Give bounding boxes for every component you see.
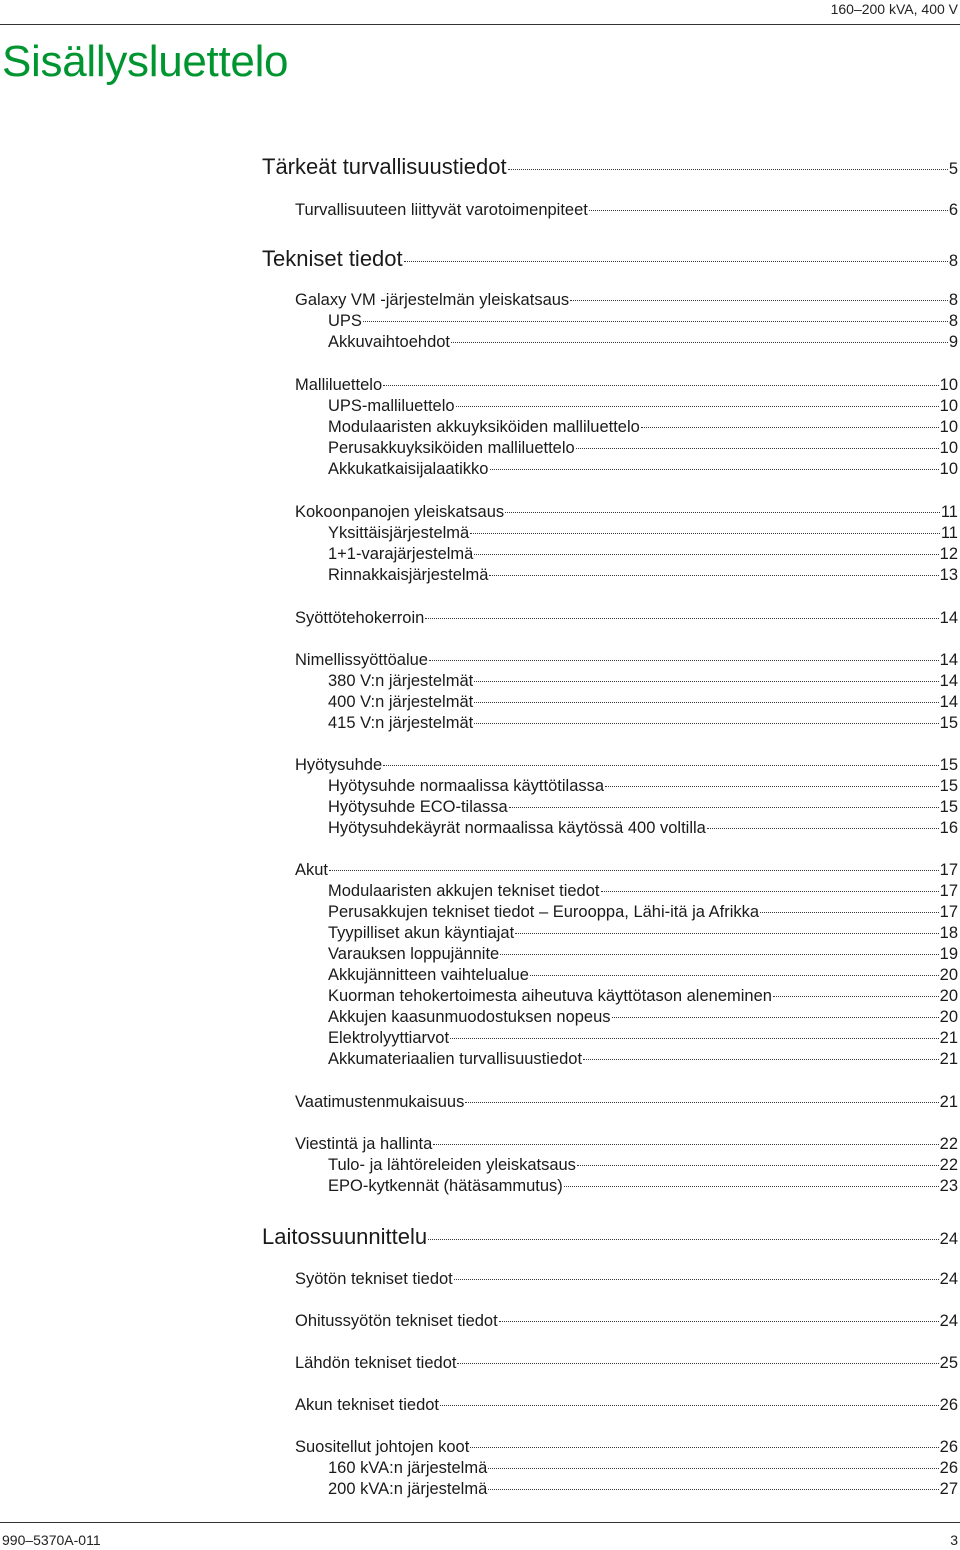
toc-entry[interactable] <box>328 713 958 733</box>
toc-entry-page: 20 <box>939 1008 958 1026</box>
toc-entry-label: Laitossuunnittelu <box>262 1224 428 1249</box>
toc-entry[interactable] <box>328 1458 958 1478</box>
toc-entry-label: 400 V:n järjestelmät <box>328 693 474 711</box>
toc-entry-page: 6 <box>948 201 958 219</box>
toc-entry[interactable] <box>328 1176 958 1196</box>
toc-entry-label: Yksittäisjärjestelmä <box>328 524 470 542</box>
toc-entry-page: 17 <box>939 882 958 900</box>
toc-entry-page: 10 <box>939 376 958 394</box>
toc-dot-leader <box>489 575 938 576</box>
toc-entry-page: 26 <box>939 1459 958 1477</box>
toc-dot-leader <box>470 1447 938 1448</box>
toc-entry[interactable] <box>328 692 958 712</box>
toc-entry-label: Akkujännitteen vaihtelualue <box>328 966 529 984</box>
toc-entry-label: Perusakkujen tekniset tiedot – Eurooppa, Lähi-itä ja Afrikka <box>328 903 760 921</box>
toc-dot-leader <box>641 427 939 428</box>
toc-entry-label: 160 kVA:n järjestelmä <box>328 1459 488 1477</box>
toc-entry-page: 15 <box>939 777 958 795</box>
toc-entry-page: 14 <box>939 609 958 627</box>
toc-dot-leader <box>488 1489 938 1490</box>
toc-entry-page: 24 <box>939 1270 958 1288</box>
toc-dot-leader <box>433 1144 938 1145</box>
toc-entry-label: Kuorman tehokertoimesta aiheutuva käyttötason aleneminen <box>328 987 772 1005</box>
toc-dot-leader <box>474 702 938 703</box>
toc-entry-page: 23 <box>939 1177 958 1195</box>
toc-entry-page: 27 <box>939 1480 958 1498</box>
toc-dot-leader <box>488 1468 938 1469</box>
toc-dot-leader <box>515 933 938 934</box>
toc-entry-page: 11 <box>940 503 958 521</box>
toc-dot-leader <box>499 1321 939 1322</box>
footer-page-number: 3 <box>950 1532 958 1548</box>
toc-entry[interactable] <box>328 1028 958 1048</box>
toc-entry-label: Varauksen loppujännite <box>328 945 500 963</box>
toc-entry-page: 22 <box>939 1135 958 1153</box>
toc-entry-label: Tärkeät turvallisuustiedot <box>262 154 507 179</box>
toc-entry-page: 20 <box>939 966 958 984</box>
toc-entry-page: 10 <box>939 397 958 415</box>
toc-entry-page: 10 <box>939 418 958 436</box>
toc-entry-label: Akkukatkaisijalaatikko <box>328 460 489 478</box>
toc-dot-leader <box>505 512 940 513</box>
toc-dot-leader <box>440 1405 939 1406</box>
toc-entry[interactable] <box>328 396 958 416</box>
toc-entry-page: 10 <box>939 439 958 457</box>
toc-entry[interactable] <box>328 523 958 543</box>
toc-dot-leader <box>576 448 939 449</box>
toc-entry[interactable] <box>328 881 958 901</box>
toc-dot-leader <box>612 1017 939 1018</box>
toc-entry-label: Tyypilliset akun käyntiajat <box>328 924 515 942</box>
toc-dot-leader <box>457 1363 938 1364</box>
toc-entry[interactable] <box>295 1437 958 1457</box>
toc-entry[interactable] <box>262 154 958 180</box>
toc-entry-label: Hyötysuhde normaalissa käyttötilassa <box>328 777 605 795</box>
toc-entry[interactable] <box>295 755 958 775</box>
toc-dot-leader <box>425 618 938 619</box>
toc-entry[interactable] <box>295 1395 958 1415</box>
toc-entry[interactable] <box>328 923 958 943</box>
toc-entry-label: Akkuvaihtoehdot <box>328 333 451 351</box>
toc-entry-label: Malliluettelo <box>295 376 383 394</box>
toc-dot-leader <box>456 406 939 407</box>
toc-entry[interactable] <box>295 502 958 522</box>
toc-entry[interactable] <box>328 438 958 458</box>
toc-dot-leader <box>601 891 939 892</box>
toc-entry-label: Akun tekniset tiedot <box>295 1396 440 1414</box>
toc-entry-page: 22 <box>939 1156 958 1174</box>
toc-entry-page: 18 <box>939 924 958 942</box>
toc-entry-page: 21 <box>939 1029 958 1047</box>
toc-entry-label: Modulaaristen akkuyksiköiden malliluettelo <box>328 418 640 436</box>
toc-entry-page: 24 <box>939 1312 958 1330</box>
toc-entry-page: 14 <box>939 672 958 690</box>
toc-entry-label: Kokoonpanojen yleiskatsaus <box>295 503 505 521</box>
toc-entry-label: 200 kVA:n järjestelmä <box>328 1480 488 1498</box>
toc-entry[interactable] <box>262 246 958 272</box>
toc-entry-label: Vaatimustenmukaisuus <box>295 1093 465 1111</box>
toc-entry[interactable] <box>295 375 958 395</box>
footer-doc-number: 990–5370A-011 <box>2 1532 101 1548</box>
toc-entry-page: 21 <box>939 1050 958 1068</box>
toc-entry-page: 25 <box>939 1354 958 1372</box>
toc-entry-label: Elektrolyyttiarvot <box>328 1029 450 1047</box>
toc-dot-leader <box>465 1102 938 1103</box>
toc-dot-leader <box>583 1059 939 1060</box>
toc-entry[interactable] <box>328 459 958 479</box>
toc-entry-label: Tekniset tiedot <box>262 246 403 271</box>
toc-entry-label: 380 V:n järjestelmät <box>328 672 474 690</box>
toc-entry[interactable] <box>328 944 958 964</box>
toc-entry[interactable] <box>328 1479 958 1499</box>
toc-entry[interactable] <box>328 1007 958 1027</box>
toc-entry[interactable] <box>328 311 958 331</box>
toc-entry[interactable] <box>328 965 958 985</box>
toc-entry[interactable] <box>295 860 958 880</box>
toc-entry-label: 415 V:n järjestelmät <box>328 714 474 732</box>
toc-dot-leader <box>450 1038 939 1039</box>
toc-dot-leader <box>589 210 948 211</box>
toc-entry[interactable] <box>295 1311 958 1331</box>
toc-entry[interactable] <box>295 1134 958 1154</box>
header-product: 160–200 kVA, 400 V <box>830 1 958 17</box>
toc-entry-page: 24 <box>939 1230 958 1248</box>
page-title: Sisällysluettelo <box>2 37 289 86</box>
toc-dot-leader <box>508 169 948 170</box>
toc-entry-label: Galaxy VM -järjestelmän yleiskatsaus <box>295 291 570 309</box>
toc-dot-leader <box>428 1239 939 1240</box>
toc-entry[interactable] <box>328 671 958 691</box>
toc-entry[interactable] <box>328 544 958 564</box>
toc-entry-page: 9 <box>948 333 958 351</box>
toc-entry[interactable] <box>295 290 958 310</box>
toc-entry-label: EPO-kytkennät (hätäsammutus) <box>328 1177 563 1195</box>
toc-entry-label: Turvallisuuteen liittyvät varotoimenpiteet <box>295 201 588 219</box>
toc-dot-leader <box>564 1186 939 1187</box>
toc-entry-page: 8 <box>948 291 958 309</box>
toc-entry-label: Rinnakkaisjärjestelmä <box>328 566 489 584</box>
toc-entry-label: 1+1-varajärjestelmä <box>328 545 474 563</box>
toc-entry-page: 15 <box>939 714 958 732</box>
toc-entry-page: 26 <box>939 1396 958 1414</box>
toc-entry-page: 26 <box>939 1438 958 1456</box>
toc-dot-leader <box>454 1279 939 1280</box>
toc-entry[interactable] <box>262 1224 958 1250</box>
toc-entry-page: 19 <box>939 945 958 963</box>
toc-dot-leader <box>474 554 938 555</box>
toc-entry-page: 12 <box>939 545 958 563</box>
toc-entry-label: Hyötysuhde <box>295 756 383 774</box>
toc-entry[interactable] <box>295 650 958 670</box>
toc-entry[interactable] <box>328 986 958 1006</box>
toc-entry-label: Syötön tekniset tiedot <box>295 1270 453 1288</box>
toc-entry[interactable] <box>295 1269 958 1289</box>
toc-entry-page: 20 <box>939 987 958 1005</box>
toc-dot-leader <box>363 321 948 322</box>
toc-entry[interactable] <box>295 1092 958 1112</box>
toc-entry[interactable] <box>328 1155 958 1175</box>
toc-entry[interactable] <box>328 818 958 838</box>
toc-entry[interactable] <box>328 417 958 437</box>
toc-dot-leader <box>605 786 939 787</box>
toc-entry[interactable] <box>328 797 958 817</box>
toc-entry-label: Lähdön tekniset tiedot <box>295 1354 457 1372</box>
toc-dot-leader <box>760 912 939 913</box>
toc-entry-label: Akkumateriaalien turvallisuustiedot <box>328 1050 583 1068</box>
toc-entry-label: Suositellut johtojen koot <box>295 1438 470 1456</box>
toc-dot-leader <box>570 300 948 301</box>
toc-entry-label: Ohitussyötön tekniset tiedot <box>295 1312 498 1330</box>
toc-entry[interactable] <box>295 1353 958 1373</box>
toc-entry-page: 5 <box>948 160 958 178</box>
toc-entry-label: Syöttötehokerroin <box>295 609 425 627</box>
toc-entry-page: 13 <box>939 566 958 584</box>
toc-entry-label: Akut <box>295 861 329 879</box>
toc-entry-label: Akkujen kaasunmuodostuksen nopeus <box>328 1008 611 1026</box>
toc-entry-page: 15 <box>939 756 958 774</box>
toc-entry-label: UPS-malliluettelo <box>328 397 455 415</box>
toc-entry-page: 17 <box>939 861 958 879</box>
toc-entry-page: 11 <box>940 524 958 542</box>
toc-dot-leader <box>509 807 939 808</box>
toc-entry-label: Hyötysuhdekäyrät normaalissa käytössä 400 voltilla <box>328 819 706 837</box>
toc-entry[interactable] <box>328 902 958 922</box>
toc-entry[interactable] <box>328 565 958 585</box>
toc-entry-label: UPS <box>328 312 362 330</box>
toc-entry-label: Perusakkuyksiköiden malliluettelo <box>328 439 575 457</box>
toc-dot-leader <box>451 342 948 343</box>
toc-dot-leader <box>383 765 939 766</box>
header-rule <box>0 24 960 25</box>
toc-entry[interactable] <box>328 332 958 352</box>
toc-dot-leader <box>490 469 939 470</box>
toc-entry[interactable] <box>295 200 958 220</box>
toc-entry-page: 21 <box>939 1093 958 1111</box>
toc-dot-leader <box>530 975 939 976</box>
toc-entry-label: Tulo- ja lähtöreleiden yleiskatsaus <box>328 1156 576 1174</box>
toc-dot-leader <box>429 660 939 661</box>
toc-dot-leader <box>404 261 948 262</box>
toc-dot-leader <box>474 681 938 682</box>
toc-entry-page: 16 <box>939 819 958 837</box>
toc-entry-label: Hyötysuhde ECO-tilassa <box>328 798 508 816</box>
toc-entry-label: Viestintä ja hallinta <box>295 1135 433 1153</box>
toc-dot-leader <box>500 954 938 955</box>
toc-entry[interactable] <box>295 608 958 628</box>
toc-entry-page: 14 <box>939 693 958 711</box>
toc-dot-leader <box>707 828 939 829</box>
toc-entry[interactable] <box>328 776 958 796</box>
toc-entry[interactable] <box>328 1049 958 1069</box>
toc-dot-leader <box>577 1165 939 1166</box>
toc-entry-page: 10 <box>939 460 958 478</box>
toc-dot-leader <box>383 385 939 386</box>
footer-rule <box>0 1522 960 1523</box>
toc-dot-leader <box>329 870 939 871</box>
toc-entry-page: 8 <box>948 252 958 270</box>
toc-entry-page: 14 <box>939 651 958 669</box>
toc-entry-page: 17 <box>939 903 958 921</box>
toc-dot-leader <box>474 723 938 724</box>
toc-entry-page: 15 <box>939 798 958 816</box>
toc-entry-label: Modulaaristen akkujen tekniset tiedot <box>328 882 600 900</box>
toc-dot-leader <box>470 533 940 534</box>
toc-entry-page: 8 <box>948 312 958 330</box>
toc-entry-label: Nimellissyöttöalue <box>295 651 428 669</box>
toc-dot-leader <box>773 996 939 997</box>
